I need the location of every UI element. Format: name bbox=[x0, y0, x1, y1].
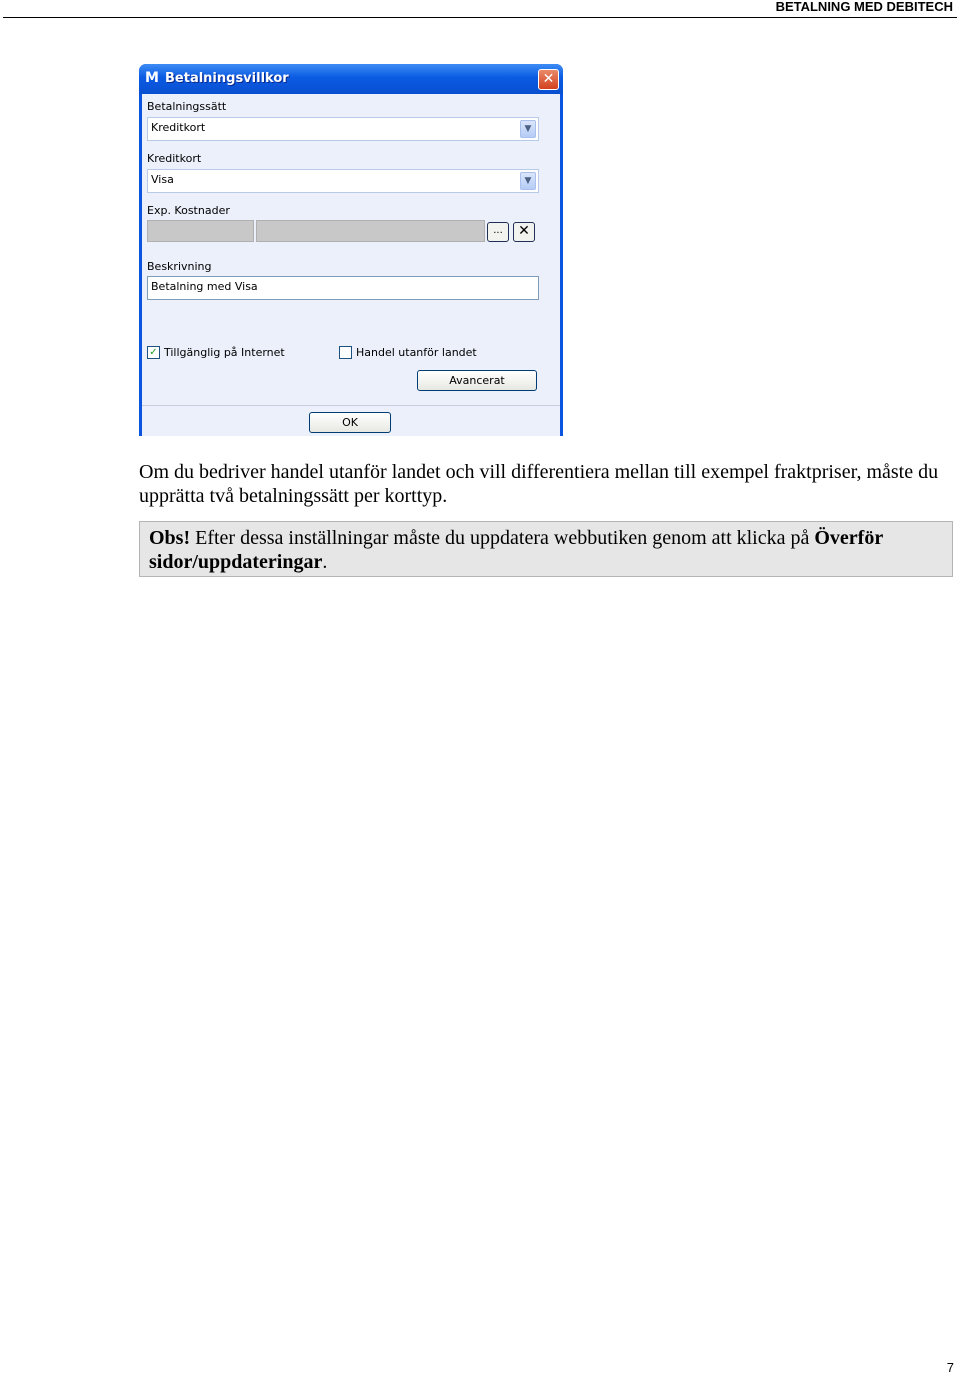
body-paragraph: Om du bedriver handel utanför landet och vill differentiera mellan till exempel fraktpriser, måste du upprätta två betalningssätt per korttyp. bbox=[139, 461, 939, 507]
betalningssatt-select[interactable] bbox=[147, 117, 539, 141]
handel-checkbox[interactable] bbox=[339, 346, 352, 359]
betalningssatt-label: Betalningssätt bbox=[147, 100, 227, 113]
beskrivning-input[interactable]: Betalning med Visa bbox=[147, 276, 539, 300]
beskrivning-label: Beskrivning bbox=[147, 260, 212, 273]
clear-button[interactable]: ✕ bbox=[513, 222, 535, 242]
note-text: Efter dessa inställningar måste du uppdatera webbutiken genom att klicka på bbox=[190, 527, 815, 549]
page-header bbox=[3, 0, 957, 18]
payment-terms-dialog bbox=[139, 64, 563, 436]
chevron-down-icon[interactable]: ▼ bbox=[520, 120, 536, 138]
note-lead: Obs! bbox=[149, 527, 191, 549]
header-title: BETALNING MED DEBITECH bbox=[775, 0, 953, 14]
betalningssatt-value: Kreditkort bbox=[151, 121, 206, 134]
exp-kostnader-label: Exp. Kostnader bbox=[147, 204, 230, 217]
app-m-icon: M bbox=[145, 70, 159, 86]
browse-button[interactable]: ... bbox=[487, 222, 509, 242]
tillganglig-checkbox[interactable]: ✓ bbox=[147, 346, 160, 359]
dialog-body bbox=[142, 94, 560, 436]
note-link: Överför sidor/uppdateringar bbox=[149, 527, 883, 573]
avancerat-button[interactable]: Avancerat bbox=[417, 370, 537, 391]
note-end: . bbox=[322, 551, 328, 573]
dialog-titlebar[interactable] bbox=[139, 64, 563, 94]
button-separator bbox=[142, 405, 560, 406]
dialog-title: Betalningsvillkor bbox=[165, 71, 289, 86]
ok-button[interactable]: OK bbox=[309, 412, 391, 433]
note-box bbox=[139, 521, 953, 577]
close-button[interactable]: ✕ bbox=[538, 69, 559, 90]
page-number: 7 bbox=[946, 1360, 954, 1375]
handel-label: Handel utanför landet bbox=[356, 346, 477, 359]
kreditkort-label: Kreditkort bbox=[147, 152, 202, 165]
exp-name-field bbox=[256, 220, 485, 242]
kreditkort-value: Visa bbox=[151, 173, 174, 186]
exp-code-field bbox=[147, 220, 254, 242]
kreditkort-select[interactable] bbox=[147, 169, 539, 193]
chevron-down-icon[interactable]: ▼ bbox=[520, 172, 536, 190]
tillganglig-label: Tillgänglig på Internet bbox=[164, 346, 285, 359]
